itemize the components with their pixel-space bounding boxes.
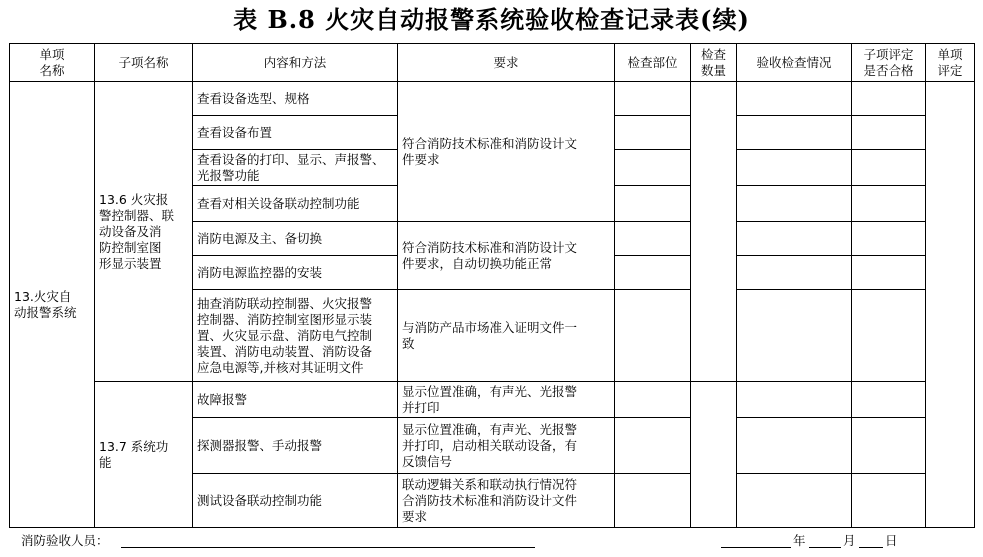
acceptance-cell[interactable] — [737, 186, 852, 222]
year-blank[interactable] — [721, 547, 791, 548]
header-inspect-part: 检查部位 — [615, 44, 691, 82]
sub-qualified-cell[interactable] — [852, 474, 926, 528]
acceptance-cell[interactable] — [737, 116, 852, 150]
content-cell: 查看设备的打印、显示、声报警、 光报警功能 — [193, 150, 398, 186]
sub-qualified-cell[interactable] — [852, 382, 926, 418]
acceptance-cell[interactable] — [737, 474, 852, 528]
content-cell: 消防电源及主、备切换 — [193, 222, 398, 256]
header-acceptance: 验收检查情况 — [737, 44, 852, 82]
unit-name-cell: 13.火灾自 动报警系统 — [10, 82, 95, 528]
sub-qualified-cell[interactable] — [852, 418, 926, 474]
acceptance-cell[interactable] — [737, 382, 852, 418]
day-label: 日 — [885, 533, 898, 548]
header-content: 内容和方法 — [193, 44, 398, 82]
acceptance-cell[interactable] — [737, 290, 852, 382]
sub-qualified-cell[interactable] — [852, 256, 926, 290]
acceptance-record-table — [9, 43, 975, 528]
header-sub-qualified: 子项评定 是否合格 — [852, 44, 926, 82]
content-cell: 探测器报警、手动报警 — [193, 418, 398, 474]
page-title: 表 B.8 火灾自动报警系统验收检查记录表(续) — [233, 5, 750, 34]
unit-eval-cell[interactable] — [926, 82, 975, 528]
content-cell: 查看对相关设备联动控制功能 — [193, 186, 398, 222]
month-blank[interactable] — [809, 547, 841, 548]
requirement-cell: 显示位置准确，有声光、光报警 并打印，启动相关联动设备，有 反馈信号 — [398, 418, 615, 474]
inspect-part-cell[interactable] — [615, 256, 691, 290]
header-requirement: 要求 — [398, 44, 615, 82]
sub-qualified-cell[interactable] — [852, 222, 926, 256]
inspect-part-cell[interactable] — [615, 82, 691, 116]
header-inspect-count: 检查 数量 — [691, 44, 737, 82]
acceptance-cell[interactable] — [737, 418, 852, 474]
header-row — [10, 44, 975, 82]
inspect-part-cell[interactable] — [615, 186, 691, 222]
inspect-part-cell[interactable] — [615, 150, 691, 186]
header-unit-eval: 单项 评定 — [926, 44, 975, 82]
inspect-part-cell[interactable] — [615, 474, 691, 528]
content-cell: 查看设备布置 — [193, 116, 398, 150]
header-sub-item: 子项名称 — [95, 44, 193, 82]
month-label: 月 — [843, 533, 856, 548]
acceptance-cell[interactable] — [737, 150, 852, 186]
requirement-cell: 显示位置准确，有声光、光报警 并打印 — [398, 382, 615, 418]
content-cell: 故障报警 — [193, 382, 398, 418]
year-label: 年 — [793, 533, 806, 548]
sub-qualified-cell[interactable] — [852, 186, 926, 222]
inspect-count-cell[interactable] — [691, 82, 737, 382]
inspect-part-cell[interactable] — [615, 290, 691, 382]
requirement-cell: 联动逻辑关系和联动执行情况符 合消防技术标准和消防设计文件 要求 — [398, 474, 615, 528]
inspect-part-cell[interactable] — [615, 382, 691, 418]
acceptance-cell[interactable] — [737, 222, 852, 256]
acceptance-cell[interactable] — [737, 256, 852, 290]
requirement-cell: 符合消防技术标准和消防设计文 件要求，自动切换功能正常 — [398, 222, 615, 290]
sub-name-cell: 13.7 系统功 能 — [95, 382, 193, 528]
inspect-count-cell[interactable] — [691, 382, 737, 528]
inspector-signature-line[interactable] — [121, 547, 535, 548]
requirement-cell: 符合消防技术标准和消防设计文 件要求 — [398, 82, 615, 222]
table-row — [10, 82, 975, 116]
content-cell: 测试设备联动控制功能 — [193, 474, 398, 528]
sub-qualified-cell[interactable] — [852, 82, 926, 116]
sub-name-cell: 13.6 火灾报 警控制器、联 动设备及消 防控制室图 形显示装置 — [95, 82, 193, 382]
content-cell: 抽查消防联动控制器、火灾报警 控制器、消防控制室图形显示装 置、火灾显示盘、消防电气控制 装置、消防电动装置、消防设备 应急电源等,并核对其证明文件 — [193, 290, 398, 382]
sub-qualified-cell[interactable] — [852, 150, 926, 186]
sub-qualified-cell[interactable] — [852, 116, 926, 150]
day-blank[interactable] — [859, 547, 883, 548]
header-unit-item: 单项 名称 — [10, 44, 95, 82]
content-cell: 查看设备选型、规格 — [193, 82, 398, 116]
acceptance-cell[interactable] — [737, 82, 852, 116]
table-row — [10, 382, 975, 418]
inspect-part-cell[interactable] — [615, 418, 691, 474]
inspect-part-cell[interactable] — [615, 222, 691, 256]
sub-qualified-cell[interactable] — [852, 290, 926, 382]
requirement-cell: 与消防产品市场准入证明文件一 致 — [398, 290, 615, 382]
signature-footer — [21, 530, 971, 552]
inspect-part-cell[interactable] — [615, 116, 691, 150]
content-cell: 消防电源监控器的安装 — [193, 256, 398, 290]
inspector-label: 消防验收人员： — [21, 533, 109, 548]
